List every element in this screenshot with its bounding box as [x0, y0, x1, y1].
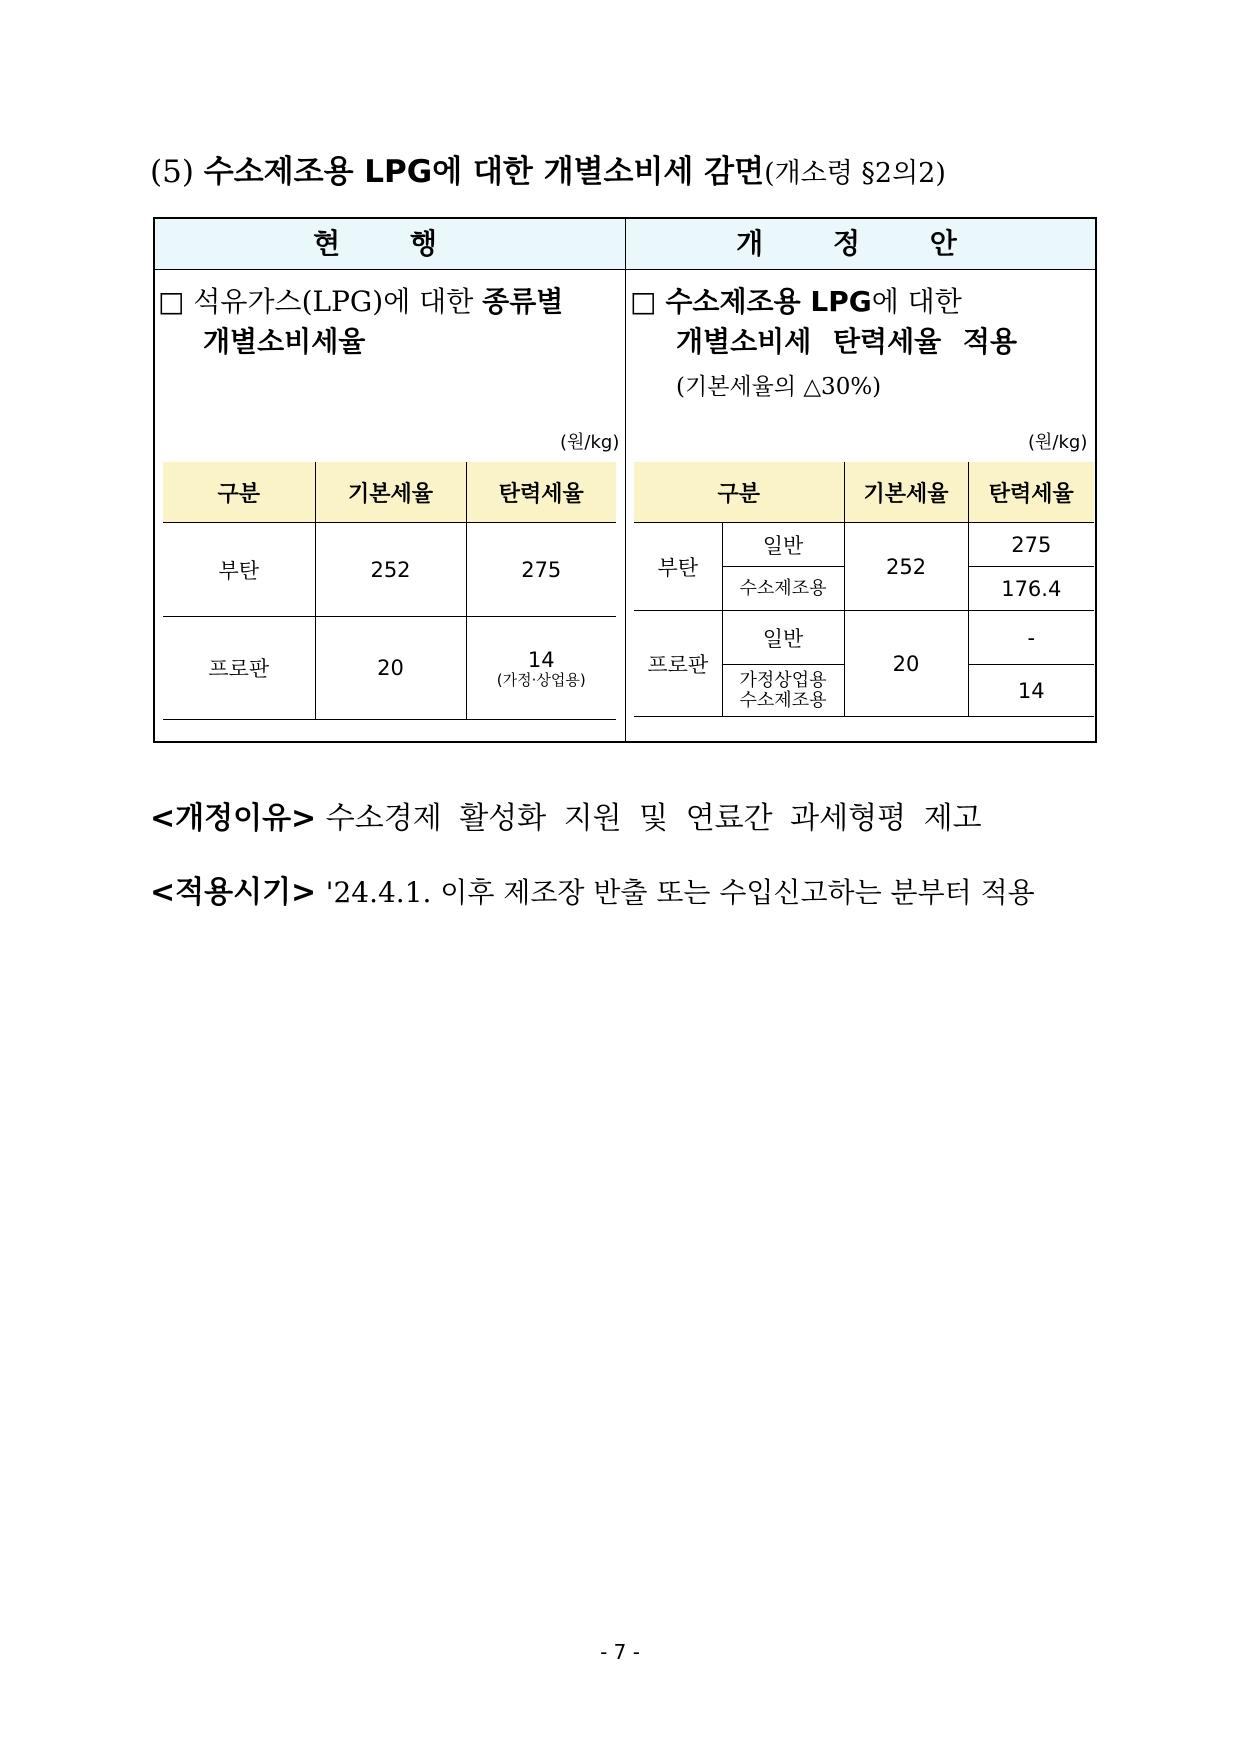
row-subtype: 일반	[722, 523, 844, 567]
row-subtype: 수소제조용	[722, 567, 844, 611]
section-reference: (개소령 §2의2)	[764, 158, 946, 189]
row-base: 252	[315, 523, 466, 617]
proposed-line-1-bold: 수소제조용 LPG	[665, 285, 872, 318]
header-proposed: 개 정 안	[736, 227, 987, 260]
current-rate-table	[163, 462, 616, 720]
proposed-line-2: 개별소비세 탄력세율 적용	[676, 325, 1018, 358]
row-type-butane: 부탄	[634, 523, 722, 611]
revision-reason	[150, 793, 982, 837]
table-row	[634, 523, 1094, 567]
header-current: 현 행	[313, 227, 467, 260]
row-flex: -	[968, 611, 1094, 665]
row-flex: 275	[968, 523, 1094, 567]
section-title	[150, 146, 946, 191]
row-base: 252	[844, 523, 968, 611]
row-subtype: 일반	[722, 611, 844, 665]
application-timing	[150, 867, 1035, 911]
current-line-1-bold: 종류별	[482, 285, 564, 318]
table-header-row	[163, 462, 616, 523]
reason-text: 수소경제 활성화 지원 및 연료간 과세형평 제고	[325, 801, 982, 836]
proposed-rate-table	[634, 462, 1094, 717]
col-type: 구분	[634, 462, 844, 523]
col-type: 구분	[163, 462, 315, 523]
section-number: (5)	[150, 154, 194, 190]
row-type: 프로판	[163, 617, 315, 720]
row-base: 20	[315, 617, 466, 720]
row-flex-cell	[466, 617, 616, 720]
current-line-2: 개별소비세율	[203, 325, 366, 358]
col-flex: 탄력세율	[466, 462, 616, 523]
row-flex: 14	[968, 665, 1094, 717]
proposed-line-1	[630, 282, 962, 322]
proposed-line-3: (기본세율의 △30%)	[676, 374, 882, 400]
row-type-propane: 프로판	[634, 611, 722, 717]
current-line-1	[158, 282, 563, 322]
table-header-row	[634, 462, 1094, 523]
row-subtype: 가정상업용	[739, 669, 827, 691]
current-bullet: □	[158, 285, 185, 318]
table-row	[163, 523, 616, 617]
table-row	[163, 617, 616, 720]
col-base: 기본세율	[844, 462, 968, 523]
current-unit: (원/kg)	[560, 432, 620, 453]
column-divider	[625, 219, 626, 741]
page-number: - 7 -	[600, 1640, 640, 1664]
proposed-unit: (원/kg)	[1028, 432, 1088, 453]
row-flex: 14	[527, 648, 555, 672]
row-base: 20	[844, 611, 968, 717]
col-base: 기본세율	[315, 462, 466, 523]
row-subtype: 수소제조용	[739, 689, 827, 711]
section-heading: 수소제조용 LPG에 대한 개별소비세 감면	[203, 154, 765, 190]
proposed-line-1-text: 에 대한	[871, 285, 962, 318]
table-row	[634, 611, 1094, 665]
row-subtype-cell	[722, 665, 844, 717]
row-type: 부탄	[163, 523, 315, 617]
reason-label: <개정이유>	[150, 801, 317, 836]
row-flex-note: (가정·상업용)	[496, 671, 586, 689]
row-flex: 275	[466, 523, 616, 617]
timing-text: '24.4.1. 이후 제조장 반출 또는 수입신고하는 분부터 적용	[325, 876, 1035, 909]
row-flex: 176.4	[968, 567, 1094, 611]
proposed-bullet: □	[630, 285, 657, 318]
col-flex: 탄력세율	[968, 462, 1094, 523]
current-line-1-text: 석유가스(LPG)에 대한	[193, 285, 483, 318]
timing-label: <적용시기>	[150, 875, 317, 910]
